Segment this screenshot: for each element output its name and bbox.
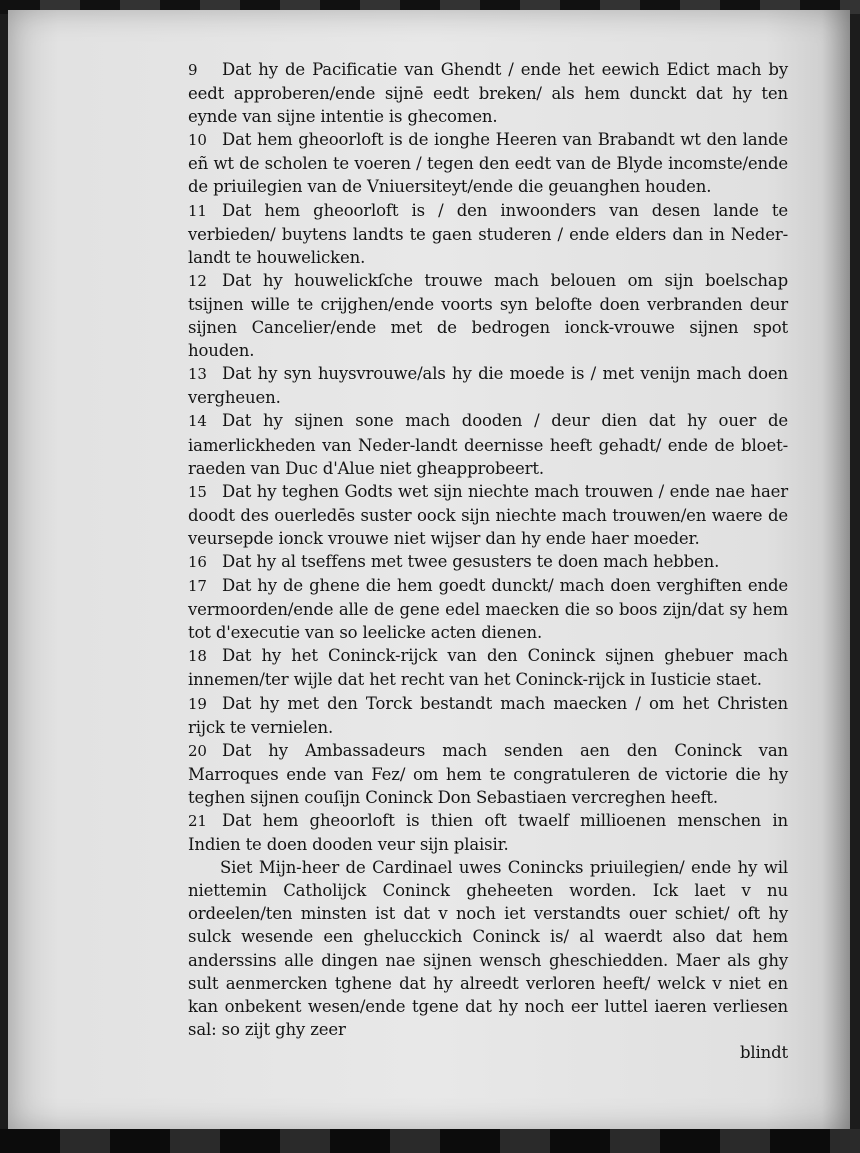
article-21 bbox=[188, 809, 788, 856]
article-text: Dat hy met den Torck bestandt mach maecken / om het Christen rijck te vernielen. bbox=[188, 693, 788, 737]
catchword: blindt bbox=[739, 1042, 788, 1062]
article-15 bbox=[188, 480, 788, 550]
article-number: 18 bbox=[188, 647, 207, 666]
article-number: 16 bbox=[188, 552, 207, 571]
article-number: 20 bbox=[188, 741, 207, 760]
article-13 bbox=[188, 362, 788, 409]
article-text: Dat hy de Pacificatie van Ghendt / ende het eewich Edict mach by eedt approberen/ende sijnē eedt breken/ als hem dunckt dat hy ten eynde van sijne intentie is ghecomen. bbox=[188, 60, 788, 127]
article-number: 12 bbox=[188, 271, 207, 290]
article-text: Dat hy de ghene die hem goedt dunckt/ mach doen verghiften ende vermoorden/ende alle de gene edel maecken die so boos zijn/dat sy hem tot d'executie van so leelicke acten dienen. bbox=[188, 576, 788, 643]
article-20 bbox=[188, 739, 788, 809]
article-text: Dat hy Ambassadeurs mach senden aen den Coninck van Marroques ende van Fez/ om hem te congratuleren de victorie die hy teghen sijnen couſijn Coninck Don Sebastiaen vercreghen heeft. bbox=[188, 740, 788, 807]
article-text: Dat hy teghen Godts wet sijn niechte mach trouwen / ende nae haer doodt des ouerledēs suster oock sijn niechte mach trouwen/en waere de veursepde ionck vrouwe niet wijser dan hy ende haer moeder. bbox=[188, 481, 788, 548]
article-number: 21 bbox=[188, 812, 207, 830]
article-number: 19 bbox=[188, 694, 207, 713]
article-text: Dat hy het Coninck-rijck van den Coninck sijnen ghebuer mach innemen/ter wijle dat het recht van het Coninck-rijck in Iusticie staet. bbox=[188, 646, 788, 690]
article-17 bbox=[188, 574, 788, 644]
article-11 bbox=[188, 199, 788, 269]
article-text: Dat hy sijnen sone mach dooden / deur dien dat hy ouer de iamerlickheden van Neder-landt deernisse heeft gehadt/ ende de bloet-raeden van Duc d'Alue niet gheapprobeert. bbox=[188, 411, 788, 478]
article-number: 17 bbox=[188, 577, 207, 596]
article-text: Dat hem gheoorloft is thien oft twaelf millioenen menschen in Indien te doen dooden veur sijn plaisir. bbox=[188, 811, 788, 855]
article-9 bbox=[188, 58, 788, 128]
article-19 bbox=[188, 692, 788, 739]
article-number: 9 bbox=[188, 61, 198, 79]
article-text: Dat hy syn huysvrouwe/als hy die moede is / met venijn mach doen vergheuen. bbox=[188, 364, 788, 408]
scan-border-bottom bbox=[0, 1129, 860, 1153]
closing-paragraph: Siet Mijn-heer de Cardinael uwes Conincks priuilegien/ ende hy wil niettemin Catholijck Coninck gheheeten worden. Ick laet v nu ordeelen/ten minsten ist dat v noch iet verstandts ouer schiet/ oft hy sulck wesende een ghelucckich Coninck is/ al waerdt also dat hem anderssins alle dingen nae sijnen wensch gheschiedden. Maer als ghy sult aenmercken tghene dat hy alreedt verloren heeft/ welck v niet en kan onbekent wesen/ende tgene dat hy noch eer luttel iaeren verliesen sal: so zijt ghy zeer bbox=[188, 858, 788, 1039]
article-number: 14 bbox=[188, 412, 207, 431]
article-18 bbox=[188, 644, 788, 691]
page-text bbox=[188, 58, 788, 1064]
article-text: Dat hy al tseffens met twee gesusters te doen mach hebben. bbox=[222, 551, 720, 571]
article-14 bbox=[188, 409, 788, 479]
article-text: Dat hem gheoorloft is / den inwoonders van desen lande te verbieden/ buytens landts te gaen studeren / ende elders dan in Neder-landt te houwelicken. bbox=[188, 200, 788, 267]
article-number: 15 bbox=[188, 482, 207, 501]
article-number: 13 bbox=[188, 365, 207, 384]
article-text: Dat hem gheoorloft is de ionghe Heeren van Brabandt wt den lande eñ wt de scholen te voeren / tegen den eedt van de Blyde incomste/ende de priuilegien van de Vniuersiteyt/ende die geuanghen houden. bbox=[188, 130, 788, 197]
article-16 bbox=[188, 550, 788, 574]
article-10 bbox=[188, 128, 788, 198]
article-number: 11 bbox=[188, 201, 207, 220]
article-12 bbox=[188, 269, 788, 362]
article-text: Dat hy houwelickſche trouwe mach belouen om sijn boelschap tsijnen wille te crijghen/ende voorts syn belofte doen verbranden deur sijnen Cancelier/ende met de bedrogen ionck-vrouwe sijnen spot houden. bbox=[188, 270, 788, 361]
article-number: 10 bbox=[188, 131, 207, 150]
